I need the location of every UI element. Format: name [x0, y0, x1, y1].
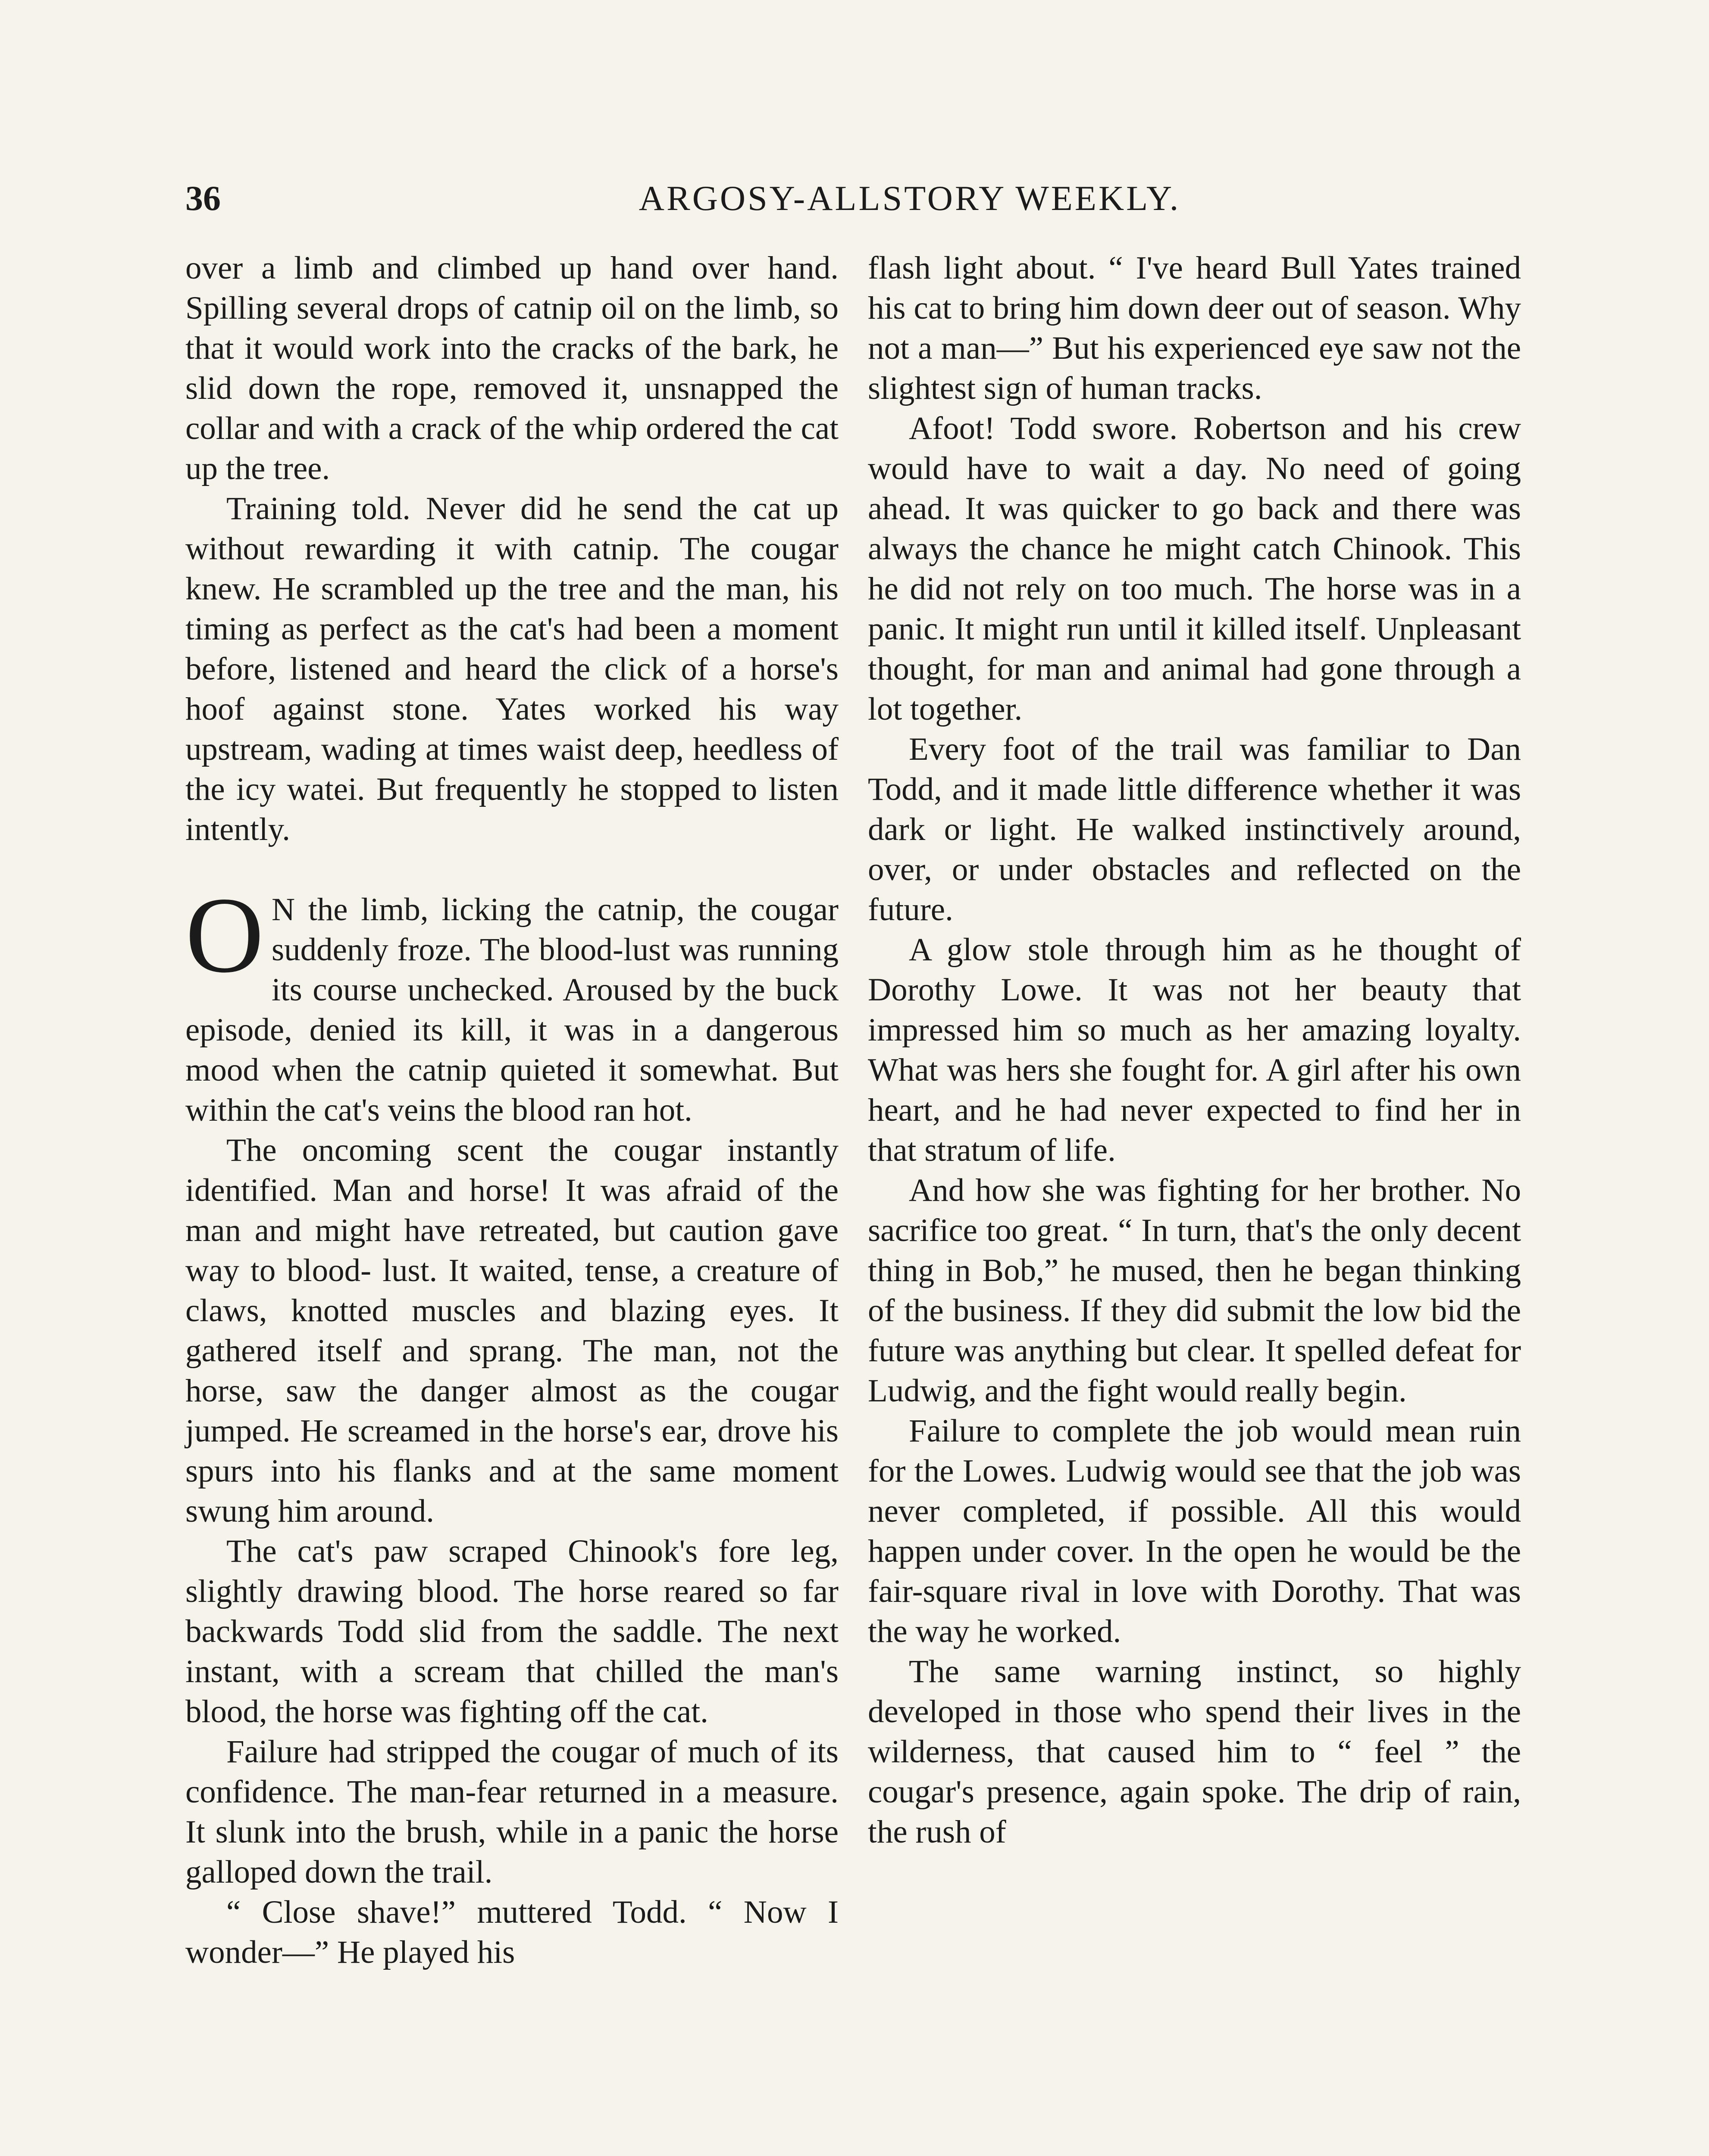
paragraph: “ Close shave!” muttered Todd. “ Now I wonder—” He played his	[185, 1894, 839, 1970]
right-column	[868, 248, 1521, 1852]
paragraph: Afoot! Todd swore. Robertson and his crew would have to wait a day. No need of going ahead. It was quicker to go back and there was always the chance he might catch Chinook. This he did not rely on too much. The horse was in a panic. It might run until it killed itself. Unpleasant thought, for man and animal had gone through a lot together.	[868, 411, 1521, 727]
paragraph: The cat's paw scraped Chinook's fore leg, slightly drawing blood. The horse reared so far backwards Todd slid from the saddle. The next instant, with a scream that chilled the man's blood, the horse was fighting off the cat.	[185, 1533, 839, 1730]
paragraph: Failure to complete the job would mean ruin for the Lowes. Ludwig would see that the job was never completed, if possible. All this would happen under cover. In the open he would be the fair-square rival in love with Dorothy. That was the way he worked.	[868, 1413, 1521, 1649]
paragraph: A glow stole through him as he thought of Dorothy Lowe. It was not her beauty that impressed him so much as her amazing loyalty. What was hers she fought for. A girl after his own heart, and he had never expected to find her in that stratum of life.	[868, 932, 1521, 1168]
page-number: 36	[185, 179, 221, 218]
paragraph: flash light about. “ I've heard Bull Yates trained his cat to bring him down deer out of season. Why not a man—” But his experienced eye saw not the slightest sign of human tracks.	[868, 250, 1521, 406]
paragraph: Failure had stripped the cougar of much of its confidence. The man-fear returned in a measure. It slunk into the brush, while in a panic the horse galloped down the trail.	[185, 1734, 839, 1890]
section-start-paragraph	[185, 874, 839, 1130]
paragraph: The oncoming scent the cougar instantly identified. Man and horse! It was afraid of the man and might have retreated, but caution gave way to blood- lust. It waited, tense, a creature of claws, knotted muscles and blazing eyes. It gathered itself and sprang. The man, not the horse, saw the danger almost as the cougar jumped. He screamed in the horse's ear, drove his spurs into his flanks and at the same moment swung him around.	[185, 1132, 839, 1529]
paragraph: over a limb and climbed up hand over hand. Spilling several drops of catnip oil on the limb, so that it would work into the cracks of the bark, he slid down the rope, removed it, unsnapped the collar and with a crack of the whip ordered the cat up the tree.	[185, 250, 839, 486]
paragraph: Every foot of the trail was familiar to Dan Todd, and it made little difference whether it was dark or light. He walked instinctively around, over, or under obstacles and reflected on the future.	[868, 731, 1521, 928]
paragraph-text: N the limb, licking the catnip, the cougar suddenly froze. The blood-lust was running its course unchecked. Aroused by the buck episode, denied its kill, it was in a dangerous mood when the catnip quieted it somewhat. But within the cat's veins the blood ran hot.	[185, 892, 839, 1128]
left-column	[185, 248, 839, 1972]
paragraph: Training told. Never did he send the cat up without rewarding it with catnip. The cougar knew. He scrambled up the tree and the man, his timing as perfect as the cat's had been a moment before, listened and heard the click of a horse's hoof against stone. Yates worked his way upstream, wading at times waist deep, heedless of the icy watei. But frequently he stopped to listen intently.	[185, 491, 839, 847]
drop-cap: O	[185, 874, 264, 995]
page-header	[185, 170, 1526, 226]
paragraph: The same warning instinct, so highly developed in those who spend their lives in the wilderness, that caused him to “ feel ” the cougar's presence, again spoke. The drip of rain, the rush of	[868, 1654, 1521, 1850]
paragraph: And how she was fighting for her brother. No sacrifice too great. “ In turn, that's the only decent thing in Bob,” he mused, then he began thinking of the business. If they did submit the low bid the future was anything but clear. It spelled defeat for Ludwig, and the fight would really begin.	[868, 1172, 1521, 1409]
running-title: ARGOSY-ALLSTORY WEEKLY.	[639, 179, 1181, 218]
